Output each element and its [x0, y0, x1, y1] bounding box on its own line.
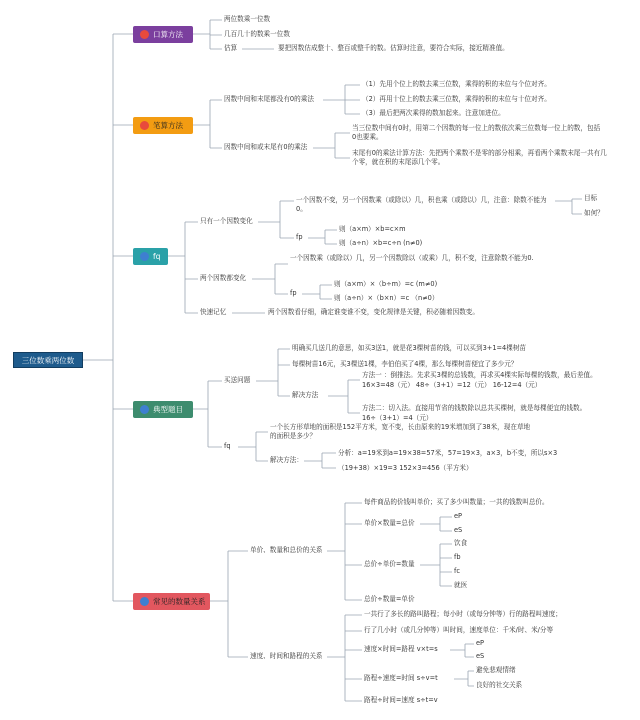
node-double-factor: 两个因数都变化	[200, 274, 247, 282]
section-kousuan[interactable]	[133, 26, 193, 43]
node-speed-def-2: 行了几小时（或几分钟等）叫时间，速度单位：千米/时、米/分等	[364, 626, 554, 634]
section-label: 典型题目	[153, 405, 183, 414]
section-label: 口算方法	[153, 30, 183, 39]
node-price-relation: 单价、数量和总价的关系	[250, 546, 323, 554]
node-speed-formula: 路程÷时间=速度 s÷t=v	[364, 696, 438, 704]
node-count: 总价÷数量=单价	[364, 595, 415, 603]
node-no-zero-multiply: 因数中间和末尾都没有0的乘法	[224, 95, 314, 103]
globe-icon	[140, 597, 149, 606]
node-time-item-2: 良好的社交关系	[476, 681, 523, 689]
node-total-item-2: fb	[454, 553, 461, 561]
globe-icon	[140, 405, 149, 414]
node-step-3: （3）最后把两次乘得的数加起来。注意加进位。	[362, 109, 505, 117]
node-speed-relation: 速度、时间和路程的关系	[250, 652, 323, 660]
node-single-fp: fp	[296, 233, 303, 241]
node-buy-explain: 明确买几送几的意思，如买3送1，就是花3棵树苗的钱，可以买到3+1=4棵树苗	[292, 344, 527, 352]
node-unit-item-2: eS	[454, 526, 463, 534]
node-quick-memory: 快速记忆	[200, 308, 227, 316]
node-method-2: 方法二：切入法。直接用节省的钱数除以总共买棵树，就是每棵便宜的钱数。	[362, 404, 587, 412]
node-area-method: 解决方法：	[270, 456, 303, 464]
node-speed-def-1: 一共行了多长的路叫路程；每小时（或每分钟等）行的路程叫速度；	[364, 610, 562, 618]
node-method-1-calc: 16×3=48（元） 48÷（3+1）=12（元） 16-12=4（元）	[362, 381, 542, 389]
node-total-price: 总价÷单价=数量	[364, 560, 415, 568]
section-label: 笔算方法	[153, 121, 183, 130]
node-distance-item-2: eS	[476, 652, 485, 660]
node-total-item-1: 饮食	[454, 539, 468, 547]
node-total-item-4: 就医	[454, 581, 468, 589]
node-zero-multiply: 因数中间和或末尾有0的乘法	[224, 143, 308, 151]
node-method-1: 方法一 ：倒推法。先求买3棵的总钱数，再求买4棵实际每棵的钱数，最后差值。	[362, 371, 597, 379]
node-area-analysis: 分析：a=19米到a=19×38=57米，57=19×3，a×3，b不变，所以s×3	[338, 449, 558, 457]
section-dianxing[interactable]	[133, 401, 193, 418]
node-time-item-1: 避免悲观情绪	[476, 666, 516, 674]
node-estimate-note: 要把因数估成整十、整百或整千的数。估算时注意，要符合实际，接近精准值。	[278, 44, 509, 52]
node-quick-memory-text: 两个因数看仔细，确定谁变谁不变，变化规律是关键，积必随着因数变。	[268, 308, 479, 316]
node-single-formula-2: 则（a÷n）×b=c÷n (n≠0)	[339, 239, 423, 247]
globe-icon	[140, 252, 149, 261]
node-hundreds-by-one: 几百几十的数乘一位数	[224, 30, 290, 38]
node-trailing-zero: 末尾有0的乘法计算方法：先把两个乘数不是零的部分相乘，再看两个乘数末尾一共有几个零，就在积的末尾添几个零。	[352, 149, 607, 166]
node-time-formula: 路程÷速度=时间 s÷v=t	[364, 674, 438, 682]
section-label: 常见的数量关系	[153, 597, 206, 606]
node-middle-zero: 当三位数中间有0时，用第二个因数的每一位上的数依次乘三位数每一位上的数，包括0也要乘。	[352, 124, 601, 141]
flag-icon	[140, 121, 149, 130]
node-single-factor: 只有一个因数变化	[200, 217, 253, 225]
node-distance-formula: 速度×时间=路程 v×t=s	[364, 645, 438, 653]
node-goal: 目标	[584, 194, 598, 202]
section-label: fq	[153, 252, 161, 261]
node-double-formula-1: 则（a×m）×（b÷m）=c (m≠0)	[334, 280, 438, 288]
node-double-rule: 一个因数乘（或除以）几，另一个因数除以（或乘）几，积不变，注意除数不能为0.	[290, 254, 534, 262]
node-unit-item-1: eP	[454, 512, 463, 520]
node-area-question: 一个长方形草地的面积是152平方米，宽不变，长由原来的19米增加到了38米，现在草地的面积是多少？	[270, 423, 531, 440]
node-step-2: （2）再用十位上的数去乘三位数，乘得的积的末位与十位对齐。	[362, 95, 551, 103]
node-single-formula-1: 则（a×m）×b=c×m	[339, 225, 406, 233]
node-two-digit-by-one: 两位数乘一位数	[224, 15, 271, 23]
root-topic[interactable]: 三位数乘两位数	[13, 352, 83, 368]
node-how: 如何？	[584, 209, 604, 217]
node-buy-gift: 买送问题	[224, 376, 251, 384]
node-step-1: （1）先用个位上的数去乘三位数，乘得的积的末位与个位对齐。	[362, 80, 551, 88]
section-changjian[interactable]	[133, 593, 210, 610]
node-method-2-calc: 16÷（3+1）=4（元）	[362, 414, 433, 422]
node-area-calc: （19+38）×19=3 152×3=456（平方米）	[338, 464, 473, 472]
flag-icon	[140, 30, 149, 39]
node-total-item-3: fc	[454, 567, 460, 575]
node-double-fp: fp	[290, 289, 297, 297]
node-single-rule: 一个因数不变，另一个因数乘（或除以）几，积也乘（或除以）几，注意：除数不能为0。	[296, 196, 547, 213]
node-buy-question: 每棵树苗16元，买3棵送1棵，李伯伯买了4棵，那么每棵树苗便宜了多少元？	[292, 360, 518, 368]
node-area-problem: fq	[224, 442, 231, 450]
section-fa[interactable]	[133, 248, 168, 265]
node-unit-price: 单价×数量=总价	[364, 519, 415, 527]
node-estimate: 估算	[224, 44, 238, 52]
section-bisuan[interactable]	[133, 117, 193, 134]
node-price-def: 每件商品的价钱叫单价；买了多少叫数量；一共的钱数叫总价。	[364, 498, 549, 506]
node-double-formula-2: 则（a÷n）×（b×n）=c （n≠0）	[334, 294, 439, 302]
node-buy-method: 解决方法	[292, 391, 319, 399]
node-distance-item-1: eP	[476, 639, 485, 647]
